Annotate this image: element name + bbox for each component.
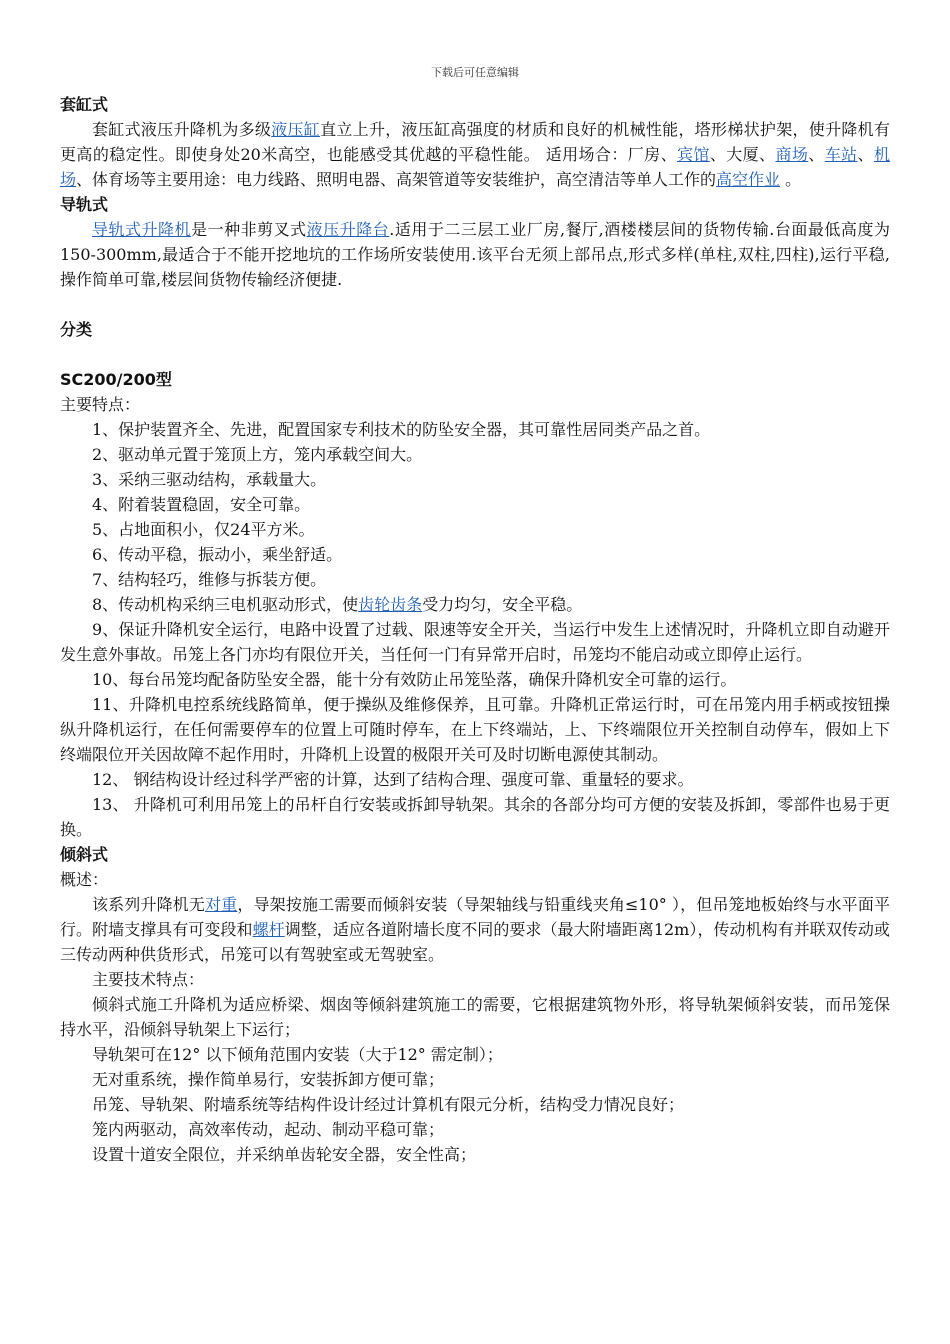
feature-item: 2、驱动单元置于笼顶上方，笼内承载空间大。 — [92, 445, 423, 464]
text-span: .适用于二三层工业厂房,餐厅,酒楼楼层间的货物传输.台面最低高度为150-300mm,最适合于不能开挖地坑的工作场所安装使用.该平台无须上部吊点,形式多样(单柱,双柱,四柱),运行平稳,操作简单可靠,楼层间货物传输经济便捷. — [60, 220, 890, 289]
text-span: 套缸式液压升降机为多级 — [92, 120, 272, 139]
paragraph-inclined — [60, 892, 890, 967]
text-span: 是一种非剪叉式 — [191, 220, 307, 239]
section-title-guide-rail: 导轨式 — [60, 195, 109, 214]
link-rack-pinion[interactable]: 齿轮齿条 — [358, 595, 423, 614]
features-intro: 主要特点： — [60, 395, 141, 414]
link-counterweight[interactable]: 对重 — [205, 895, 238, 914]
link-station[interactable]: 车站 — [824, 145, 858, 164]
tech-point: 设置十道安全限位，并采纳单齿轮安全器，安全性高； — [92, 1145, 477, 1164]
feature-item: 1、保护装置齐全、先进，配置国家专利技术的防坠安全器，其可靠性居同类产品之首。 — [92, 420, 711, 439]
feature-item: 9、保证升降机安全运行，电路中设置了过载、限速等安全开关，当运行中发生上述情况时，升降机立即自动避开发生意外事故。吊笼上各门亦均有限位开关，当任何一门有异常开启时，吊笼均不能启动或立即停止运行。 — [60, 620, 890, 664]
paragraph-guide-rail — [60, 217, 890, 292]
document-body — [60, 92, 890, 1167]
link-screw[interactable]: 螺杆 — [252, 920, 285, 939]
text-span: ，导架按施工需要而倾斜安装（导架轴线与铅重线夹角≤10° ），但吊笼地板始终与水平面平行。附墙支撑具有可变段和 — [60, 895, 890, 939]
tech-point: 吊笼、导轨架、附墙系统等结构件设计经过计算机有限元分析，结构受力情况良好； — [92, 1095, 685, 1114]
overview-label: 概述： — [60, 870, 109, 889]
link-hydraulic-cylinder[interactable]: 液压缸 — [271, 120, 321, 139]
spacer — [60, 292, 890, 317]
link-hotel[interactable]: 宾馆 — [676, 145, 710, 164]
tech-point: 导轨架可在12° 以下倾角范围内安装（大于12° 需定制）； — [92, 1045, 503, 1064]
section-title-classification: 分类 — [60, 320, 93, 339]
tech-point: 笼内两驱动，高效率传动，起动、制动平稳可靠； — [92, 1120, 445, 1139]
paragraph-telescopic — [60, 117, 890, 192]
feature-item: 5、占地面积小，仅24平方米。 — [92, 520, 315, 539]
link-airport[interactable]: 机场 — [60, 145, 890, 189]
text-span: 该系列升降机无 — [92, 895, 206, 914]
text-span: 调整，适应各道附墙长度不同的要求（最大附墙距离12m），传动机构有并联双传动或三传动两种供货形式，吊笼可以有驾驶室或无驾驶室。 — [60, 920, 890, 964]
text-span: 。 — [780, 170, 802, 189]
text-span: 受力均匀，安全平稳。 — [422, 595, 583, 614]
feature-item: 7、结构轻巧，维修与拆装方便。 — [92, 570, 327, 589]
tech-paragraph: 倾斜式施工升降机为适应桥梁、烟囱等倾斜建筑施工的需要，它根据建筑物外形，将导轨架倾斜安装，而吊笼保持水平，沿倾斜导轨架上下运行； — [60, 995, 890, 1039]
link-aerial-work[interactable]: 高空作业 — [716, 170, 781, 189]
feature-item: 12、 钢结构设计经过科学严密的计算，达到了结构合理、强度可靠、重量轻的要求。 — [92, 770, 694, 789]
feature-item — [60, 592, 890, 617]
page-header: 下载后可任意编辑 — [431, 66, 519, 79]
link-mall[interactable]: 商场 — [775, 145, 809, 164]
feature-item: 13、 升降机可利用吊笼上的吊杆自行安装或拆卸导轨架。其余的各部分均可方便的安装及拆卸，零部件也易于更换。 — [60, 795, 890, 839]
feature-item: 4、附着装置稳固，安全可靠。 — [92, 495, 311, 514]
text-span: 、 — [857, 145, 874, 164]
text-span: 、大厦、 — [709, 145, 776, 164]
spacer — [60, 342, 890, 367]
text-span: 8、传动机构采纳三电机驱动形式，使 — [92, 595, 359, 614]
feature-item: 3、采纳三驱动结构，承载量大。 — [92, 470, 327, 489]
text-span: 、 — [808, 145, 825, 164]
text-span: 直立上升，液压缸高强度的材质和良好的机械性能，塔形梯状护架，使升降机有更高的稳定性。即使身处20米高空，也能感受其优越的平稳性能。 适用场合：厂房、 — [60, 120, 890, 164]
tech-point: 无对重系统，操作简单易行，安装拆卸方便可靠； — [92, 1070, 445, 1089]
feature-item: 6、传动平稳，振动小，乘坐舒适。 — [92, 545, 343, 564]
link-guide-rail-lift[interactable]: 导轨式升降机 — [92, 220, 192, 239]
link-hydraulic-platform[interactable]: 液压升降台 — [306, 220, 390, 239]
section-title-telescopic: 套缸式 — [60, 95, 109, 114]
feature-item: 11、升降机电控系统线路简单，便于操纵及维修保养，且可靠。升降机正常运行时，可在吊笼内用手柄或按钮操纵升降机运行，在任何需要停车的位置上可随时停车，在上下终端站，上、下终端限位开关控制自动停车，假如上下终端限位开关因故障不起作用时，升降机上设置的极限开关可及时切断电源使其制动。 — [60, 695, 890, 764]
section-title-sc200: SC200/200型 — [60, 370, 172, 389]
section-title-inclined: 倾斜式 — [60, 845, 109, 864]
feature-item: 10、每台吊笼均配备防坠安全器，能十分有效防止吊笼坠落，确保升降机安全可靠的运行。 — [92, 670, 737, 689]
text-span: 、体育场等主要用途：电力线路、照明电器、高架管道等安装维护，高空清洁等单人工作的 — [76, 170, 717, 189]
tech-features-title: 主要技术特点： — [92, 970, 205, 989]
